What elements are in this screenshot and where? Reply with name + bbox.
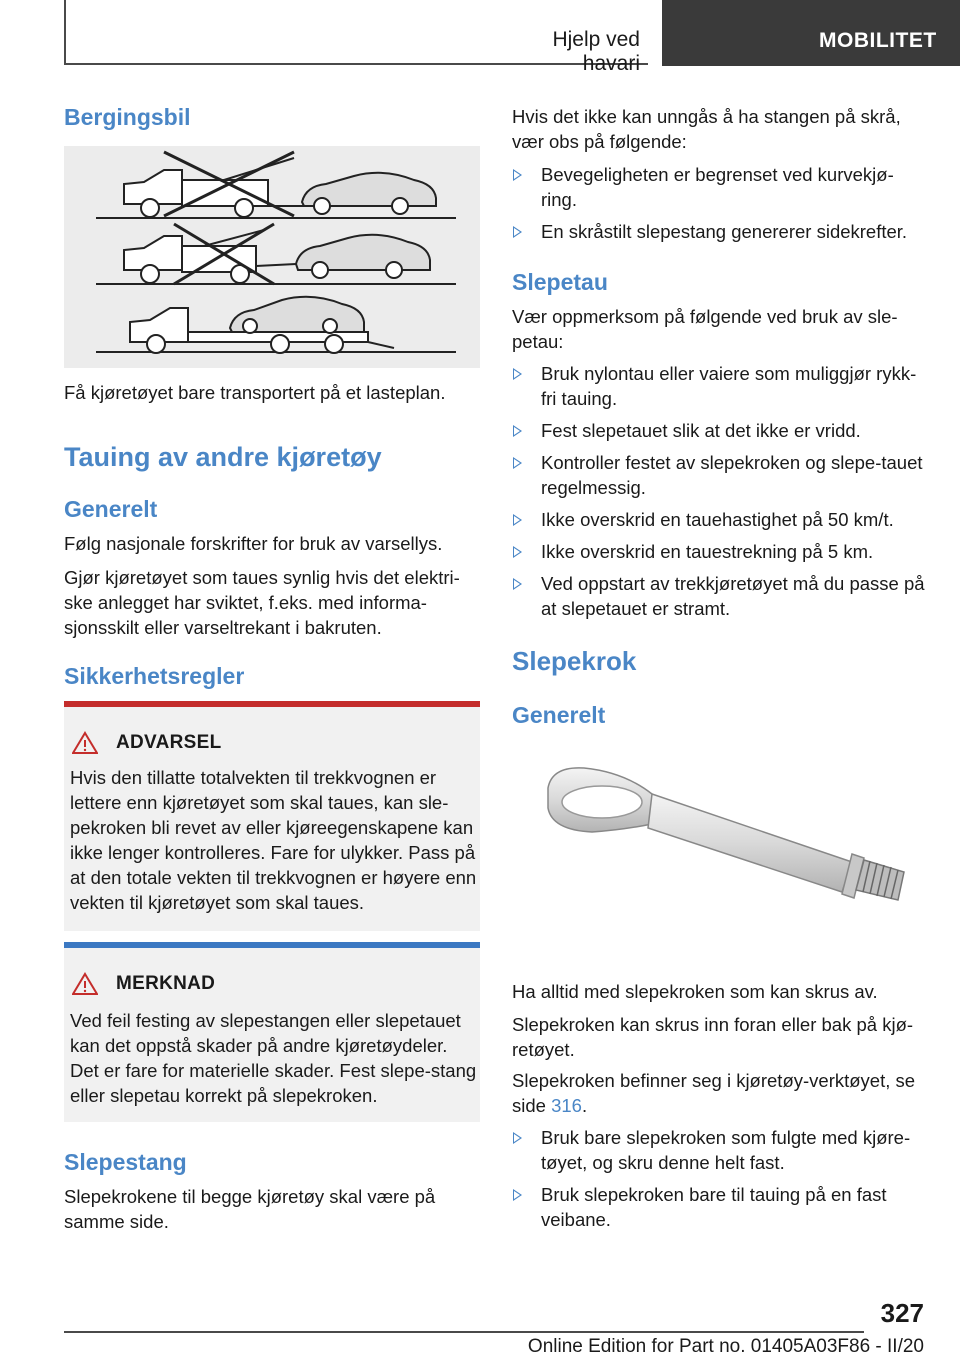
- figure-caption-bergingsbil: Få kjøretøyet bare transportert på et lasteplan.: [64, 382, 446, 403]
- list-item: Ikke overskrid en tauestrekning på 5 km.: [512, 539, 928, 564]
- bullet-triangle-icon: [513, 425, 522, 437]
- list-item: Fest slepetauet slik at det ikke er vridd.: [512, 418, 928, 443]
- caution-triangle-icon: [72, 972, 98, 996]
- note-title: MERKNAD: [116, 973, 216, 994]
- list-item: Bruk nylontau eller vaiere som muliggjør rykk-fri tauing.: [512, 361, 928, 411]
- heading-bergingsbil: Bergingsbil: [64, 104, 191, 130]
- paragraph-intro: Hvis det ikke kan unngås å ha stangen på skrå, vær obs på følgende:: [512, 106, 901, 152]
- paragraph-generelt-1: Følg nasjonale forskrifter for bruk av varsellys.: [64, 533, 443, 554]
- bullet-triangle-icon: [513, 1132, 522, 1144]
- heading-slepetau: Slepetau: [512, 269, 608, 295]
- bullet-triangle-icon: [513, 226, 522, 238]
- footer-rule: [64, 1331, 864, 1333]
- list-item: Bruk slepekroken bare til tauing på en fast veibane.: [512, 1182, 928, 1232]
- list-item: Bevegeligheten er begrenset ved kurvekjø-ring.: [512, 162, 928, 212]
- warning-text: Hvis den tillatte totalvekten til trekkvognen er lettere enn kjøretøyet som skal taues, kan sle-pekroken bli revet av eller kjøreegenskapene kan ikke lenger kontrolleres. Fare for ulykker. Pass på at den totale vekten til trekkvognen er høyere enn vekten til kjøretøyet som skal taues.: [70, 767, 477, 913]
- tow-hook-illustration: [512, 746, 928, 958]
- list-item: Bruk bare slepekroken som fulgte med kjøre-tøyet, og skru denne helt fast.: [512, 1125, 928, 1175]
- list-item: Kontroller festet av slepekroken og slepe-tauet regelmessig.: [512, 450, 928, 500]
- heading-slepestang: Slepestang: [64, 1149, 187, 1175]
- header-section-title: Hjelp ved havari: [552, 28, 640, 75]
- paragraph-slepetau: Vær oppmerksom på følgende ved bruk av sle-petau:: [512, 306, 898, 352]
- list-item: En skråstilt slepestang genererer sidekrefter.: [512, 219, 928, 244]
- note-header: [72, 970, 215, 998]
- bullet-list-slepetau: [512, 361, 928, 628]
- bullet-triangle-icon: [513, 578, 522, 590]
- heading-slepekrok: Slepekrok: [512, 646, 637, 676]
- header-chapter-tab[interactable]: MOBILITET: [662, 0, 960, 66]
- bullet-triangle-icon: [513, 169, 522, 181]
- page-reference-link[interactable]: 316: [551, 1095, 582, 1116]
- bullet-triangle-icon: [513, 514, 522, 526]
- heading-generelt: Generelt: [64, 496, 158, 522]
- bullet-list-slepekrok: [512, 1125, 928, 1239]
- heading-generelt-2: Generelt: [512, 702, 606, 728]
- towing-truck-illustration: [64, 146, 480, 368]
- paragraph-krok-3: Slepekroken befinner seg i kjøretøy-verktøyet, se side 316.: [512, 1070, 916, 1116]
- note-box: [64, 942, 480, 1122]
- bullet-list-stang: [512, 162, 928, 251]
- warning-box: [64, 701, 480, 931]
- warning-header: [72, 729, 222, 757]
- heading-tauing: Tauing av andre kjøretøy: [64, 442, 382, 472]
- paragraph-krok-1: Ha alltid med slepekroken som kan skrus av.: [512, 981, 878, 1002]
- bullet-triangle-icon: [513, 1189, 522, 1201]
- header-rule-left: [64, 0, 66, 64]
- list-item: Ikke overskrid en tauehastighet på 50 km/t.: [512, 507, 928, 532]
- tow-hook-drawing: [512, 746, 928, 958]
- heading-sikkerhetsregler: Sikkerhetsregler: [64, 663, 245, 689]
- paragraph-slepestang: Slepekrokene til begge kjøretøy skal være på samme side.: [64, 1186, 436, 1232]
- bullet-triangle-icon: [513, 546, 522, 558]
- page-number: 327: [880, 1298, 924, 1328]
- towing-truck-illustration-drawing: [64, 146, 480, 368]
- note-text: Ved feil festing av slepestangen eller slepetauet kan det oppstå skader på andre kjøretøydeler. Det er fare for materielle skader. Fest slepe-stang eller slepetau korrekt på slepekroken.: [70, 1010, 477, 1106]
- paragraph-krok-2: Slepekroken kan skrus inn foran eller bak på kjø-retøyet.: [512, 1014, 914, 1060]
- bullet-triangle-icon: [513, 368, 522, 380]
- paragraph-generelt-2: Gjør kjøretøyet som taues synlig hvis det elektri-ske anlegget har sviktet, f.eks. med informa-sjonsskilt eller varseltrekant i bakruten.: [64, 567, 460, 638]
- warning-triangle-icon: [72, 731, 98, 755]
- list-item: Ved oppstart av trekkjøretøyet må du passe på at slepetauet er stramt.: [512, 571, 928, 621]
- footer-edition: Online Edition for Part no. 01405A03F86 - II/20: [527, 1336, 924, 1357]
- warning-title: ADVARSEL: [116, 732, 222, 753]
- bullet-triangle-icon: [513, 457, 522, 469]
